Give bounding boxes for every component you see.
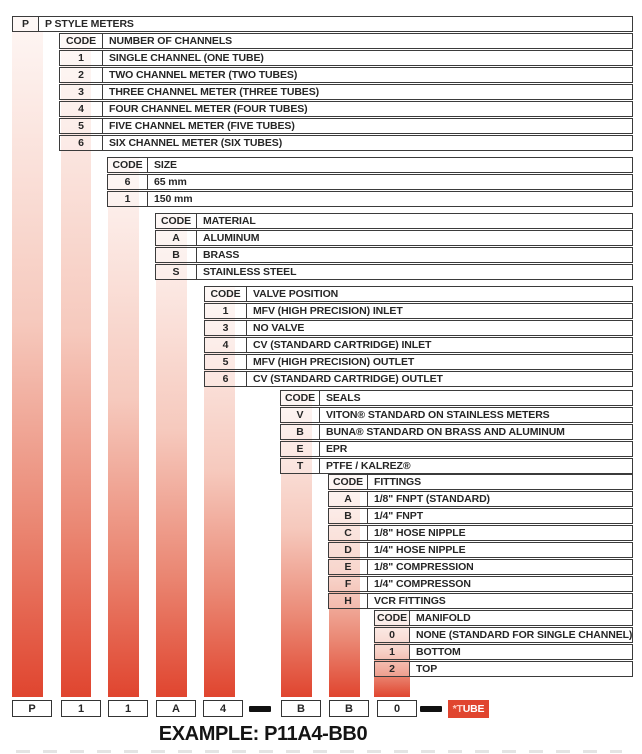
code-row [328, 559, 633, 575]
code-description-cell: 1/8" HOSE NIPPLE [368, 525, 633, 541]
code-description-cell: EPR [320, 441, 633, 457]
table-title: VALVE POSITION [247, 286, 633, 302]
code-table-valve-position [204, 286, 633, 388]
code-table-material [155, 213, 633, 281]
code-value-cell: 1 [59, 50, 103, 66]
code-value-cell: A [328, 491, 368, 507]
code-value-cell: 1 [107, 191, 148, 207]
code-row [155, 247, 633, 263]
example-caption: EXAMPLE: P11A4-BB0 [158, 723, 368, 745]
code-value-cell: 5 [204, 354, 247, 370]
code-description-cell: 150 mm [148, 191, 633, 207]
code-row [204, 286, 633, 302]
code-description-cell: BOTTOM [410, 644, 633, 660]
code-table-manifold [374, 610, 633, 678]
code-header-cell: CODE [204, 286, 247, 302]
code-row [59, 50, 633, 66]
code-value-cell: B [328, 508, 368, 524]
example-box-2: 1 [108, 700, 148, 717]
code-value-cell: 4 [59, 101, 103, 117]
code-description-cell: VITON® STANDARD ON STAINLESS METERS [320, 407, 633, 423]
code-value-cell: 1 [204, 303, 247, 319]
example-box-1: 1 [61, 700, 101, 717]
separator-dash [249, 706, 271, 712]
code-description-cell: TWO CHANNEL METER (TWO TUBES) [103, 67, 633, 83]
example-box-0: P [12, 700, 52, 717]
code-value-cell: 3 [204, 320, 247, 336]
example-box-6: B [329, 700, 369, 717]
code-row [59, 84, 633, 100]
code-row [280, 390, 633, 406]
code-row [107, 157, 633, 173]
example-box-3: A [156, 700, 196, 717]
code-row [328, 576, 633, 592]
code-header-cell: CODE [59, 33, 103, 49]
code-value-cell: 0 [374, 627, 410, 643]
code-table-fittings [328, 474, 633, 610]
code-row [59, 67, 633, 83]
code-value-cell: 6 [204, 371, 247, 387]
code-value-cell: E [328, 559, 368, 575]
example-box-7: 0 [377, 700, 417, 717]
code-description-cell: STAINLESS STEEL [197, 264, 633, 280]
tube-badge: *TUBE [448, 700, 489, 718]
code-row [280, 407, 633, 423]
code-value-cell: D [328, 542, 368, 558]
code-value-cell: 6 [107, 174, 148, 190]
code-description-cell: PTFE / KALREZ® [320, 458, 633, 474]
code-row [280, 441, 633, 457]
code-row [155, 264, 633, 280]
code-description-cell: 65 mm [148, 174, 633, 190]
code-value-cell: 5 [59, 118, 103, 134]
gradient-bar-size [108, 157, 139, 697]
code-value-cell: 2 [59, 67, 103, 83]
separator-dash [420, 706, 442, 712]
code-description-cell: NO VALVE [247, 320, 633, 336]
code-table-style [12, 16, 633, 33]
cropped-text-remnant [16, 750, 622, 753]
code-value-cell: 3 [59, 84, 103, 100]
code-value-cell: T [280, 458, 320, 474]
code-row [59, 101, 633, 117]
code-row [374, 610, 633, 626]
code-description-cell: 1/4" HOSE NIPPLE [368, 542, 633, 558]
code-row [204, 303, 633, 319]
code-row [107, 174, 633, 190]
code-row [328, 542, 633, 558]
code-description-cell: 1/8" FNPT (STANDARD) [368, 491, 633, 507]
code-header-cell: CODE [374, 610, 410, 626]
code-value-cell: H [328, 593, 368, 609]
code-row [107, 191, 633, 207]
code-description-cell: NONE (STANDARD FOR SINGLE CHANNEL) [410, 627, 633, 643]
code-description-cell: CV (STANDARD CARTRIDGE) OUTLET [247, 371, 633, 387]
code-row [328, 491, 633, 507]
code-description-cell: SIX CHANNEL METER (SIX TUBES) [103, 135, 633, 151]
code-header-cell: CODE [155, 213, 197, 229]
code-description-cell: P STYLE METERS [39, 16, 633, 32]
code-row [59, 33, 633, 49]
code-row [374, 627, 633, 643]
code-row [328, 525, 633, 541]
code-row [204, 354, 633, 370]
code-table-size [107, 157, 633, 208]
table-title: SEALS [320, 390, 633, 406]
table-title: NUMBER OF CHANNELS [103, 33, 633, 49]
code-value-cell: S [155, 264, 197, 280]
code-description-cell: ALUMINUM [197, 230, 633, 246]
code-header-cell: CODE [280, 390, 320, 406]
code-description-cell: BRASS [197, 247, 633, 263]
code-value-cell: 1 [374, 644, 410, 660]
code-row [280, 424, 633, 440]
code-value-cell: B [155, 247, 197, 263]
code-description-cell: FOUR CHANNEL METER (FOUR TUBES) [103, 101, 633, 117]
gradient-bar-material [156, 213, 187, 697]
code-value-cell: 6 [59, 135, 103, 151]
code-description-cell: 1/4" FNPT [368, 508, 633, 524]
code-value-cell: C [328, 525, 368, 541]
code-description-cell: CV (STANDARD CARTRIDGE) INLET [247, 337, 633, 353]
code-description-cell: MFV (HIGH PRECISION) INLET [247, 303, 633, 319]
table-title: SIZE [148, 157, 633, 173]
example-box-4: 4 [203, 700, 243, 717]
code-description-cell: MFV (HIGH PRECISION) OUTLET [247, 354, 633, 370]
table-title: MANIFOLD [410, 610, 633, 626]
code-value-cell: A [155, 230, 197, 246]
code-row [374, 661, 633, 677]
code-row [374, 644, 633, 660]
code-value-cell: V [280, 407, 320, 423]
code-row [328, 593, 633, 609]
code-description-cell: THREE CHANNEL METER (THREE TUBES) [103, 84, 633, 100]
code-description-cell: BUNA® STANDARD ON BRASS AND ALUMINUM [320, 424, 633, 440]
table-title: MATERIAL [197, 213, 633, 229]
code-description-cell: 1/8" COMPRESSION [368, 559, 633, 575]
code-value-cell: 2 [374, 661, 410, 677]
code-row [59, 118, 633, 134]
code-row [328, 508, 633, 524]
code-value-cell: P [12, 16, 39, 32]
code-row [204, 371, 633, 387]
code-header-cell: CODE [328, 474, 368, 490]
code-row [155, 230, 633, 246]
code-row [204, 320, 633, 336]
code-table-seals [280, 390, 633, 475]
code-value-cell: B [280, 424, 320, 440]
code-row [280, 458, 633, 474]
table-title: FITTINGS [368, 474, 633, 490]
code-description-cell: SINGLE CHANNEL (ONE TUBE) [103, 50, 633, 66]
code-description-cell: VCR FITTINGS [368, 593, 633, 609]
gradient-bar-style [12, 16, 43, 697]
code-row [59, 135, 633, 151]
code-value-cell: E [280, 441, 320, 457]
code-value-cell: 4 [204, 337, 247, 353]
code-description-cell: 1/4" COMPRESSON [368, 576, 633, 592]
code-value-cell: F [328, 576, 368, 592]
code-description-cell: TOP [410, 661, 633, 677]
code-row [12, 16, 633, 32]
code-row [204, 337, 633, 353]
code-table-channels [59, 33, 633, 152]
example-box-5: B [281, 700, 321, 717]
code-row [328, 474, 633, 490]
code-header-cell: CODE [107, 157, 148, 173]
code-row [155, 213, 633, 229]
code-description-cell: FIVE CHANNEL METER (FIVE TUBES) [103, 118, 633, 134]
